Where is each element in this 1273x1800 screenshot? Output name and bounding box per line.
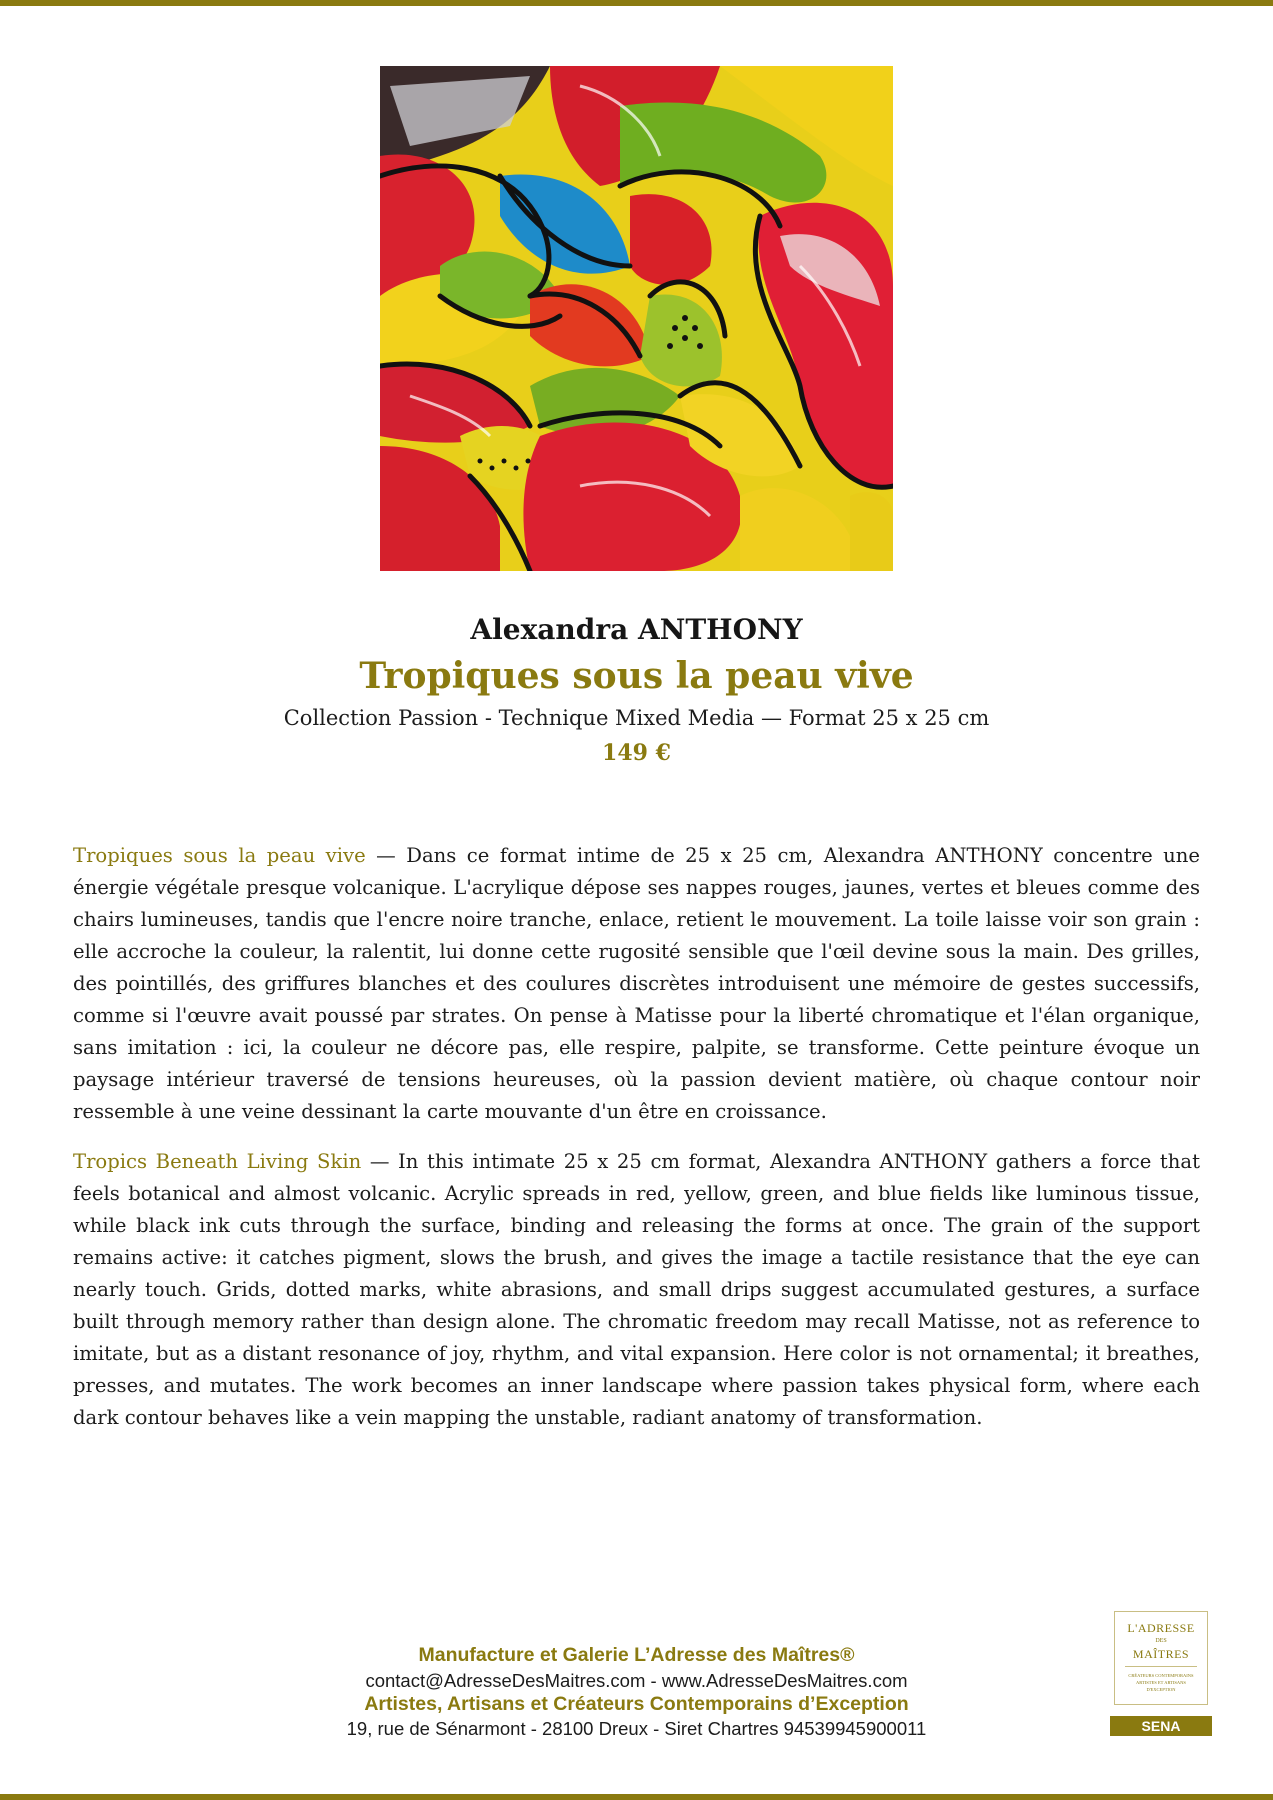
logo-line-4: CRÉATEURS CONTEMPORAINS ARTISTES ET ARTISANS D'EXCEPTION [1128,1673,1194,1692]
abstract-painting-image [380,66,893,571]
footer-address: 19, rue de Sénarmont - 28100 Dreux - Siret Chartres 94539945900011 [346,1718,927,1739]
logo-line-2: DES [1155,1638,1167,1644]
logo-divider [1125,1666,1197,1667]
artwork-image [380,66,893,571]
artwork-price: 149 € [602,740,671,766]
logo-line-3: MAÎTRES [1132,1647,1190,1661]
gallery-logo [1114,1611,1208,1705]
top-accent-bar [0,0,1273,6]
artist-name: Alexandra ANTHONY [470,613,803,646]
bottom-accent-bar [0,1794,1273,1800]
logo-line-1: L'ADRESSE [1127,1621,1195,1635]
description-french-lead: Tropiques sous la peau vive [73,844,366,867]
sena-badge: SENA [1110,1716,1212,1736]
description-english-lead: Tropics Beneath Living Skin [73,1150,362,1173]
description-english-text: — In this intimate 25 x 25 cm format, Alexandra ANTHONY gathers a force that feels botanical and almost volcanic. Acrylic spreads in red, yellow, green, and blue fields like luminous tissue, while black ink cuts through the surface, binding and releasing the forms at once. The grain of the support remains active: it catches pigment, slows the brush, and gives the image a tactile resistance that the eye can nearly touch. Grids, dotted marks, white abrasions, and small drips suggest accumulated gestures, a surface built through memory rather than design alone. The chromatic freedom may recall Matisse, not as reference to imitate, but as a distant resonance of joy, rhythm, and vital expansion. Here color is not ornamental; it breathes, presses, and mutates. The work becomes an inner landscape where passion takes physical form, where each dark contour behaves like a vein mapping the unstable, radiant anatomy of transformation. [73,1150,1200,1429]
artwork-details: Collection Passion - Technique Mixed Media — Format 25 x 25 cm [283,706,990,730]
footer-tagline: Artistes, Artisans et Créateurs Contemporains d’Exception [364,1693,909,1715]
description-french-text: — Dans ce format intime de 25 x 25 cm, Alexandra ANTHONY concentre une énergie végétale presque volcanique. L'acrylique dépose ses nappes rouges, jaunes, vertes et bleues comme des chairs lumineuses, tandis que l'encre noire tranche, enlace, retient le mouvement. La toile laisse voir son grain : elle accroche la couleur, la ralentit, lui donne cette rugosité sensible que l'œil devine sous la main. Des grilles, des pointillés, des griffures blanches et des coulures discrètes introduisent une mémoire de gestes successifs, comme si l'œuvre avait poussé par strates. On pense à Matisse pour la liberté chromatique et l'élan organique, sans imitation : ici, la couleur ne décore pas, elle respire, palpite, se transforme. Cette peinture évoque un paysage intérieur traversé de tensions heureuses, où la passion devient matière, où chaque contour noir ressemble à une veine dessinant la carte mouvante d'un être en croissance. [73,844,1200,1123]
footer-contact[interactable]: contact@AdresseDesMaitres.com - www.AdresseDesMaitres.com [365,1670,908,1691]
artwork-title: Tropiques sous la peau vive [359,655,914,697]
description-english [73,1146,1200,1434]
footer-gallery-name: Manufacture et Galerie L’Adresse des Maîtres® [418,1644,855,1666]
description-french [73,840,1200,1128]
